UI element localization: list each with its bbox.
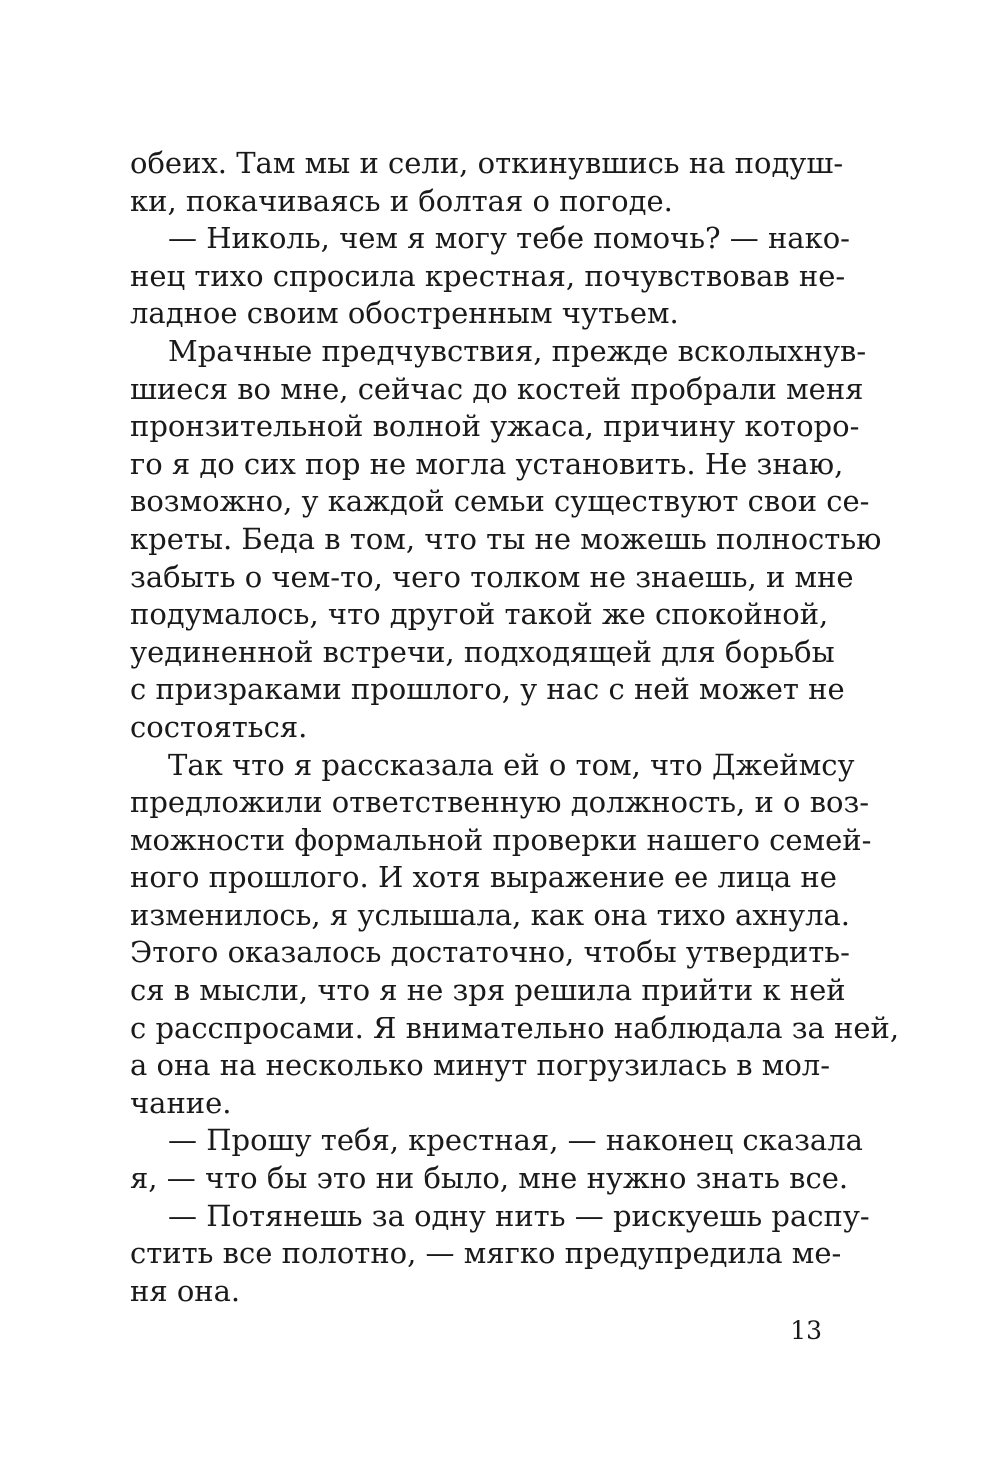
text-line: с призраками прошлого, у нас с ней может не (130, 672, 845, 707)
text-line: с расспросами. Я внимательно наблюдала за ней, (130, 1010, 900, 1045)
text-line: Этого оказалось достаточно, чтобы утвердить- (130, 935, 850, 970)
text-line: ня она. (130, 1273, 241, 1308)
text-line: — Николь, чем я могу тебе помочь? — нако- (168, 221, 850, 256)
text-line: Мрачные предчувствия, прежде всколыхнув- (168, 333, 867, 368)
text-line: пронзительной волной ужаса, причину которо- (130, 409, 860, 444)
text-line: изменилось, я услышала, как она тихо ахнула. (130, 897, 851, 932)
text-line: состояться. (130, 709, 308, 744)
text-line: — Потянешь за одну нить — рискуешь распу- (168, 1198, 870, 1233)
text-line: чание. (130, 1085, 232, 1120)
text-line: можности формальной проверки нашего семей- (130, 822, 872, 857)
text-line: ладное своим обостренным чутьем. (130, 296, 679, 331)
text-line: подумалось, что другой такой же спокойной, (130, 597, 829, 632)
page-number: 13 (790, 1316, 822, 1345)
text-line: стить все полотно, — мягко предупредила ме- (130, 1236, 842, 1271)
text-line: шиеся во мне, сейчас до костей пробрали меня (130, 371, 864, 406)
text-line: обеих. Там мы и сели, откинувшись на подуш- (130, 146, 844, 180)
body-text (130, 145, 900, 1310)
text-line: а она на несколько минут погрузилась в мол- (130, 1048, 831, 1083)
text-line: ного прошлого. И хотя выражение ее лица не (130, 860, 837, 895)
text-line: я, — что бы это ни было, мне нужно знать все. (130, 1161, 849, 1196)
text-line: забыть о чем-то, чего толком не знаешь, и мне (130, 559, 854, 594)
text-line: креты. Беда в том, что ты не можешь полностью (130, 521, 882, 556)
text-line: предложили ответственную должность, и о воз- (130, 785, 870, 820)
text-line: ки, покачиваясь и болтая о погоде. (130, 183, 673, 218)
text-line: уединенной встречи, подходящей для борьбы (130, 634, 835, 669)
text-line: Так что я рассказала ей о том, что Джеймсу (168, 747, 855, 782)
text-line: ся в мысли, что я не зря решила прийти к ней (130, 973, 846, 1008)
text-line: возможно, у каждой семьи существуют свои се- (130, 484, 870, 519)
text-line: го я до сих пор не могла установить. Не знаю, (130, 446, 844, 481)
text-line: нец тихо спросила крестная, почувствовав не- (130, 258, 846, 293)
text-line: — Прошу тебя, крестная, — наконец сказала (168, 1123, 863, 1158)
